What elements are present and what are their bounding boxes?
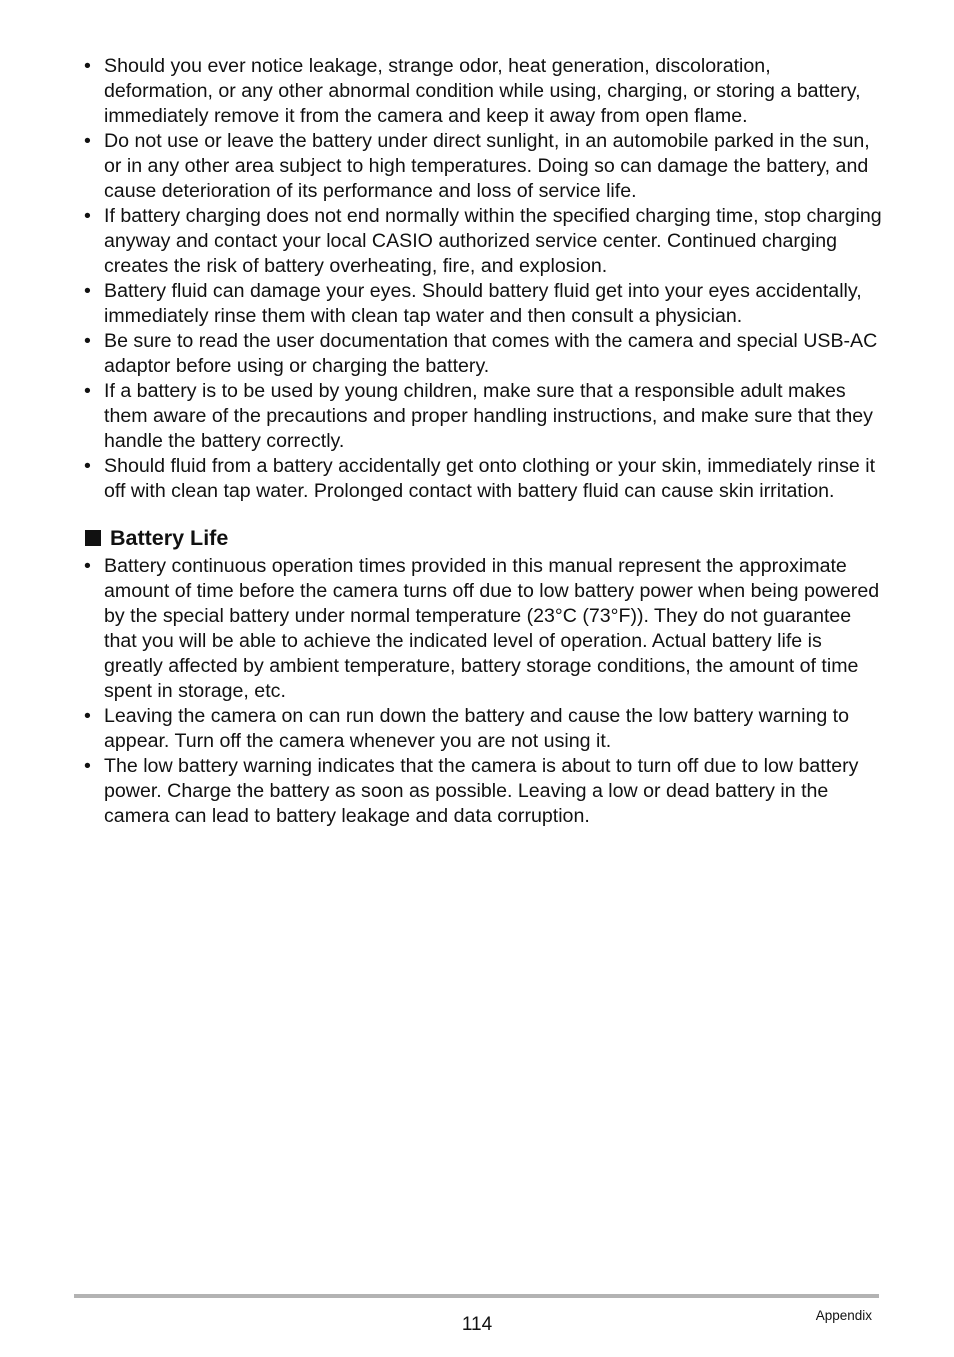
list-item-text: If battery charging does not end normally within the specified charging time, stop charging anyway and contact your local CASIO authorized service center. Continued charging creates the risk of battery overheating, fire, and explosion. (104, 205, 882, 277)
list-item (84, 554, 884, 704)
bullet-icon: • (84, 205, 91, 227)
list-item (84, 704, 884, 754)
bullet-icon: • (84, 455, 91, 477)
list-item-text: The low battery warning indicates that the camera is about to turn off due to low battery power. Charge the battery as soon as possible. Leaving a low or dead battery in the camera can lead to battery leakage and data corruption. (104, 755, 859, 827)
list-item (84, 379, 884, 454)
list-item (84, 754, 884, 829)
bullet-icon: • (84, 280, 91, 302)
bullet-icon: • (84, 130, 91, 152)
battery-life-heading (84, 525, 884, 551)
bullet-icon: • (84, 55, 91, 77)
list-item-text: Should fluid from a battery accidentally get onto clothing or your skin, immediately rinse it off with clean tap water. Prolonged contact with battery fluid can cause skin irritation. (104, 455, 876, 502)
bullet-icon: • (84, 555, 91, 577)
bullet-icon: • (84, 380, 91, 402)
square-bullet-icon (85, 530, 101, 546)
bullet-icon: • (84, 705, 91, 727)
list-item-text: Battery fluid can damage your eyes. Should battery fluid get into your eyes accidentally, immediately rinse them with clean tap water and then consult a physician. (104, 280, 862, 327)
list-item-text: Be sure to read the user documentation that comes with the camera and special USB-AC adaptor before using or charging the battery. (104, 330, 878, 377)
list-item (84, 204, 884, 279)
list-item-text: Do not use or leave the battery under direct sunlight, in an automobile parked in the sun, or in any other area subject to high temperatures. Doing so can damage the battery, and cause deterioration of its performance and loss of service life. (104, 130, 870, 202)
precautions-list (84, 54, 884, 504)
bullet-icon: • (84, 330, 91, 352)
list-item-text: Leaving the camera on can run down the battery and cause the low battery warning to appear. Turn off the camera whenever you are not using it. (104, 705, 850, 752)
list-item-text: Battery continuous operation times provided in this manual represent the approximate amount of time before the camera turns off due to low battery power when being powered by the special battery under normal temperature (23°C (73°F)). They do not guarantee that you will be able to achieve the indicated level of operation. Actual battery life is greatly affected by ambient temperature, battery storage conditions, the amount of time spent in storage, etc. (104, 555, 880, 702)
page-number: 114 (461, 1314, 493, 1335)
list-item (84, 279, 884, 329)
section-title: Battery Life (110, 526, 229, 550)
footer-section-label: Appendix (815, 1308, 872, 1323)
list-item-text: If a battery is to be used by young children, make sure that a responsible adult makes them aware of the precautions and proper handling instructions, and make sure that they handle the battery correctly. (104, 380, 873, 452)
bullet-icon: • (84, 755, 91, 777)
battery-life-list (84, 554, 884, 829)
list-item (84, 329, 884, 379)
list-item (84, 129, 884, 204)
list-item-text: Should you ever notice leakage, strange odor, heat generation, discoloration, deformation, or any other abnormal condition while using, charging, or storing a battery, immediately remove it from the camera and keep it away from open flame. (104, 55, 861, 127)
page-content (84, 54, 884, 829)
list-item (84, 454, 884, 504)
footer-divider (74, 1294, 879, 1298)
list-item (84, 54, 884, 129)
